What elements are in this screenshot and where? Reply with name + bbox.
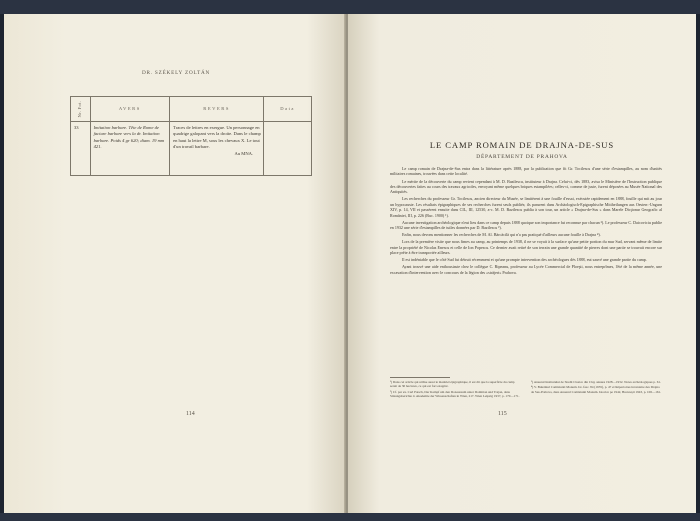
table-row [71,122,312,176]
coin-catalog-table [70,96,312,176]
running-head: DR. SZÉKELY ZOLTÁN [141,70,211,76]
reverse-location: Au MNA. [234,150,254,156]
paragraph: Enfin, nous devons mentionner les recherches de M. Al. Bărcăcilă qui n'a pas pratiqué d'ailleurs aucune fouille à Drajna ⁴). [402,232,601,238]
header-nr: Nr. Fot. [71,97,91,122]
footnote: ¹) Dans cet article qui utilise aussi le matériel épigraphique, il est dit que la superficie du camp serait de 30 hectares, ce qui est fort exagéré. [390,380,515,389]
cell-nr: 33 [71,122,91,176]
header-date: Data [264,97,312,122]
scanner-top-edge [0,0,700,14]
article-subtitle: DÉPARTEMENT DE PRAHOVA [476,154,568,160]
paragraph: Le camp romain de Drajna-de-Sus entra dans la littérature après 1888, par la publication que fit Gr. Tocilescu d'une série d'estampilles, au nom d'unités militaires romaines, trouvées dans cette localité. [390,166,662,177]
paragraph: Lors de la première visite que nous fimes au camp, au printemps de 1938, il ne se voyait à la surface qu'une petite portion du mur Sud, servant même de limite entre la propriété de Nicolas Enescu et celle de Ion Popescu. Ce dernier avait retiré de son terrain une grande quantité de pierres dont une partie se trouvait encore sur place prête à être transportée ailleurs. [390,239,662,256]
paragraph: Ayant trouvé une aide enthousiaste chez le collègue C. Ripeanu, professeur au Lycée Commercial de Ploeşti, nous entreprîmes, l'été de la même année, une excavation d'intervention avec le concours de la légion des «străjeri» Prahova. [390,264,662,275]
paragraph: Les recherches du professeur Gr. Tocilescu, ancien directeur du Musée, se limitèrent à une fouille d'essai, exécutée rapidement en 1888, fouille qui mit au jour un hypocauste. Les résultats épigraphiques de ses recherches furent seuls publiés; ils parurent dans Archäologisch-Epigraphische Mittheilungen aus Oesterr.-Ungarn XIV, p. 14, VII et passèrent ensuite dans CIL, III, 12530, a-c. M. D. Bazilescu publia à son tour, un article « Drajna-de-Sus » dans Marele Dicţionar Geografic al României, III, p. 226 (Buc. 1900) ¹). [390,196,662,218]
reverse-description: Traces de lettres en exergue. Un personnage en quadrige galopant vers la droite. Dans le champ en haut la lettre M, sous les chevaux X. Le tout d'un travail barbare. [173,125,261,150]
article-title: LE CAMP ROMAIN DE DRAJNA-DE-SUS [429,140,615,150]
footnote: ³) Anuarul Institutului de Studii Clasice din Cluj, années 1928—1932. Notes archéologiques p. 61. [531,380,661,384]
cell-obverse: Imitation barbare. Tête de Rome de facture barbare vers la dr. Imitation barbare. Poids 4 gr 620; diam. 19 mm 421. [90,122,169,176]
cell-date [264,122,312,176]
footnotes-column-right [531,380,662,399]
page-number-right: 115 [498,411,507,417]
paragraph: Il est indéniable que le côté Sud fut détruit récemment et qu'une prompte intervention des archéologues dès 1888, eut sauvé une grande partie du camp. [402,257,647,263]
footnote: ⁴) V. Buletinul Comisiunii Monum. Ist. fasc. 84 (1935), p. 47 et Répertoires inventaire des Drajna de Sus-Prahova, dans Anuarul Comisiunii Monum. Istorice pe 1942, Bucureşti 1943, p. 106—161. [531,385,662,394]
page-number-left: 114 [186,411,195,417]
footnotes [390,380,662,399]
paragraph: Le mérite de la découverte du camp revient cependant à M. D. Bazilescu, instituteur à Drajna. Celui-ci, dès 1883, avisa le Ministère de l'Instruction publique des découvertes faites au cours des travaux agricoles, envoyant même quelques briques estampilées; celles-ci, comme de juste, furent déposées au Musée National des Antiquités. [390,178,662,195]
footnote-rule [390,377,450,378]
scanner-bottom-edge [0,513,700,521]
right-page [348,14,696,514]
cell-reverse [170,122,264,176]
left-page [4,14,348,514]
footnotes-column-left [390,380,521,399]
table-header-row [71,97,312,122]
header-obverse: AVERS [90,97,169,122]
paragraph: Aucune investigation archéologique n'eut lieu dans ce camp depuis 1888 quoique son importance fut reconnue par chacun ²). Le professeur C. Daicoviciu publie en 1932 une série d'estampilles de tuiles données par D. Bazilescu ³). [390,219,662,231]
article-body [390,166,662,277]
header-reverse: REVERS [170,97,264,122]
footnote: ²) Cf. par ex. Carl Patsch, Der Kampf um den Donauraum unter Domitian und Trajan, dans Sitzungsberichte d. Akademie der Wissenschaften in Wien, 217. Wien Leipzig 1937, p. 170—171. [390,389,520,398]
